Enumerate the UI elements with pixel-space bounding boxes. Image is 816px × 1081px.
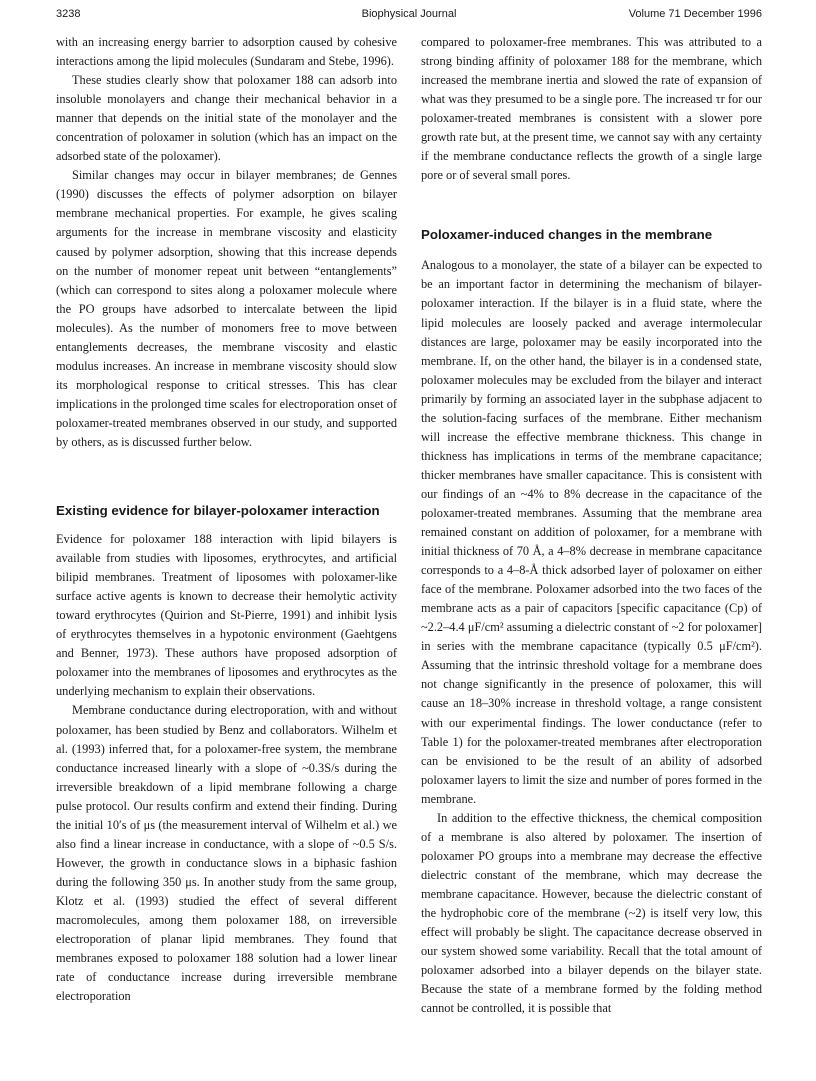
journal-title: Biophysical Journal (361, 8, 457, 20)
running-header (56, 8, 762, 24)
paragraph: Similar changes may occur in bilayer membranes; de Gennes (1990) discusses the effects of polymer adsorption on bilayer membrane mechanical properties. For example, he gives scaling arguments for the increase in membrane viscosity and elasticity caused by polymer adsorption, showing that this increase depends on the number of monomer repeat unit between “entanglements” (which can correspond to sites along a poloxamer molecule where the PO groups have adsorbed to intercalate between the lipid molecules). As the number of monomers free to move between entanglements decreases, the membrane viscosity and elastic modulus increases. An increase in membrane viscosity should slow its morphological response to critical stresses. This has clear implications in the prolonged time scales for electroporation onset of poloxamer-treated membranes observed in our study, and supported by others, as is discussed further below. (56, 168, 397, 449)
paragraph: These studies clearly show that poloxamer 188 can adsorb into insoluble monolayers and change their mechanical behavior in a manner that depends on the initial state of the monolayer and the concentration of poloxamer in solution (which has an impact on the adsorbed state of the poloxamer). (56, 73, 397, 164)
paragraph: with an increasing energy barrier to adsorption caused by cohesive interactions among the lipid molecules (Sundaram and Stebe, 1996). (56, 35, 397, 69)
volume-date: Volume 71 December 1996 (628, 8, 762, 20)
paragraph: Analogous to a monolayer, the state of a bilayer can be expected to be an important factor in determining the mechanism of bilayer-poloxamer interaction. If the bilayer is in a fluid state, where the lipid molecules are loosely packed and average intermolecular distances are large, poloxamer may be easily incorporated into the membrane. If, on the other hand, the bilayer is in a condensed state, poloxamer molecules may be excluded from the bilayer and interact primarily by forming an associated layer in the subphase adjacent to the solution-facing surfaces of the membrane. Either mechanism will increase the effective membrane thickness. This change in thickness has implications in terms of the membrane capacitance; thicker membranes have smaller capacitance. This is consistent with our findings of an ~4% to 8% decrease in the capacitance of the poloxamer-treated membranes. Assuming that the membrane area remained constant on addition of poloxamer, for a membrane with initial thickness of 70 Å, a 4–8% decrease in membrane capacitance corresponds to a 4–8-Å thick adsorbed layer of poloxamer on either face of the membrane. Poloxamer adsorbed into the two faces of the membrane acts as a pair of capacitors [specific capacitance (Cp) of ~2.2–4.4 μF/cm² assuming a dielectric constant of ~2 for poloxamer] in series with the membrane capacitance (typically 0.5 μF/cm²). Assuming that the intrinsic threshold voltage for a membrane does not change significantly in the presence of poloxamer, this will cause an 18–30% increase in threshold voltage, a range consistent with our experimental findings. The lower conductance (refer to Table 1) for the poloxamer-treated membranes after electroporation can be envisioned to be the result of an ability of adsorbed poloxamer layers to limit the size and number of pores formed in the membrane. (421, 258, 762, 806)
paragraph: In addition to the effective thickness, the chemical composition of a membrane is also altered by poloxamer. The insertion of poloxamer PO groups into a membrane may decrease the effective dielectric constant of the membrane, which may decrease the membrane capacitance. However, because the dielectric constant of the hydrophobic core of the membrane (~2) is itself very low, this effect will probably be slight. The capacitance decrease observed in our system showed some variability. Recall that the total amount of poloxamer adsorbed into a bilayer depends on the bilayer state. Because the state of a membrane formed by the folding method cannot be controlled, it is possible that (421, 810, 762, 1016)
page-number: 3238 (56, 8, 81, 20)
paragraph: Membrane conductance during electroporation, with and without poloxamer, has been studied by Benz and collaborators. Wilhelm et al. (1993) inferred that, for a poloxamer-free system, the membrane conductance increased linearly with a slope of ~0.3S/s during the irreversible breakdown of a lipid membrane following a charge pulse protocol. Our results confirm and extend their finding. During the initial 10′s of μs (the measurement interval of Wilhelm et al.) we also find a linear increase in conductance, with a slope of ~0.5 S/s. However, the growth in conductance slows in a biphasic fashion during the following 350 μs. In another study from the same group, Klotz et al. (1993) studied the effect of several different macromolecules, among them poloxamer 188, on irreversible electroporation of planar lipid membranes. They found that membranes exposed to poloxamer 188 solution had a lower linear rate of conductance increase during irreversible membrane electroporation (56, 703, 397, 1004)
paragraph: Evidence for poloxamer 188 interaction with lipid bilayers is available from studies with liposomes, erythrocytes, and artificial bilipid membranes. Treatment of liposomes with poloxamer-like surface active agents is known to decrease their hemolytic activity toward erythrocytes (Quirion and St-Pierre, 1991) and inhibit lysis of erythrocytes themselves in a hypotonic environment (Gaehtgens and Benner, 1973). These authors have proposed adsorption of poloxamer into the membranes of liposomes and erythrocytes as the underlying mechanism to explain their observations. (56, 532, 397, 699)
paragraph: compared to poloxamer-free membranes. This was attributed to a strong binding affinity of poloxamer 188 for the membrane, which increased the membrane inertia and slowed the rate of expansion of what was they presumed to be a single pore. The increased τr for our poloxamer-treated membranes is consistent with a slower pore growth rate but, at the present time, we cannot say with any certainty if the membrane conductance reflects the growth of a single large pore or of several small pores. (421, 35, 762, 183)
right-column (421, 33, 762, 1018)
section-heading-membrane-changes: Poloxamer-induced changes in the membrane (421, 227, 713, 243)
left-column (56, 33, 397, 1006)
section-heading-bilayer-evidence: Existing evidence for bilayer-poloxamer interaction (56, 503, 380, 519)
